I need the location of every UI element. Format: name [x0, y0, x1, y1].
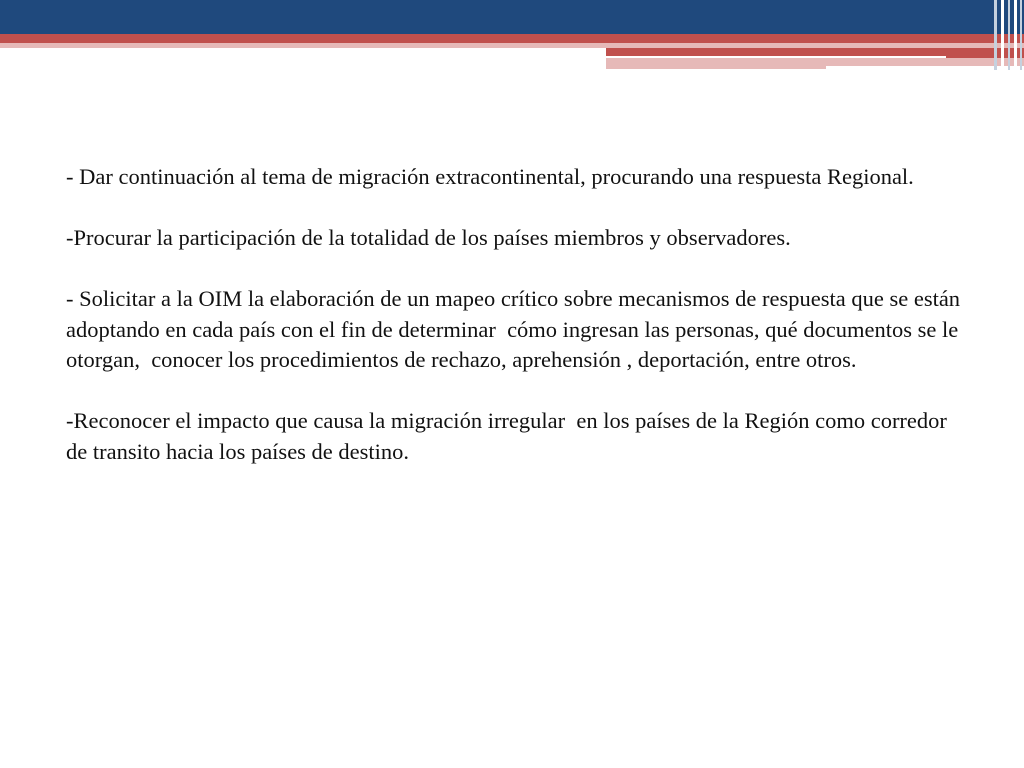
header-vline-5 — [1020, 0, 1022, 70]
paragraph-1: - Dar continuación al tema de migración extracontinental, procurando una respuesta Regional. — [66, 164, 914, 189]
header-vline-2 — [1001, 0, 1004, 70]
paragraph-3: - Solicitar a la OIM la elaboración de un mapeo crítico sobre mecanismos de respuesta que se están adoptando en cada país con el fin de determinar cómo ingresan las personas, qué documentos se le otorgan, conocer los procedimientos de rechazo, aprehensión , deportación, entre otros. — [66, 286, 966, 372]
header-decoration — [0, 0, 1024, 80]
header-white-line — [606, 56, 946, 58]
paragraph-2: -Procurar la participación de la totalidad de los países miembros y observadores. — [66, 225, 791, 250]
header-pink-stripe — [0, 43, 1024, 48]
header-blue-band — [0, 0, 1024, 34]
header-thin-pink-line — [606, 66, 826, 69]
header-pink-bar-right — [606, 58, 1024, 66]
header-vline-3 — [1008, 0, 1010, 70]
header-vline-1 — [994, 0, 997, 70]
paragraph-4: -Reconocer el impacto que causa la migración irregular en los países de la Región como corredor de transito hacia los países de destino. — [66, 408, 953, 464]
header-red-stripe — [0, 34, 1024, 43]
body-text — [66, 162, 966, 498]
header-vline-4 — [1014, 0, 1017, 70]
